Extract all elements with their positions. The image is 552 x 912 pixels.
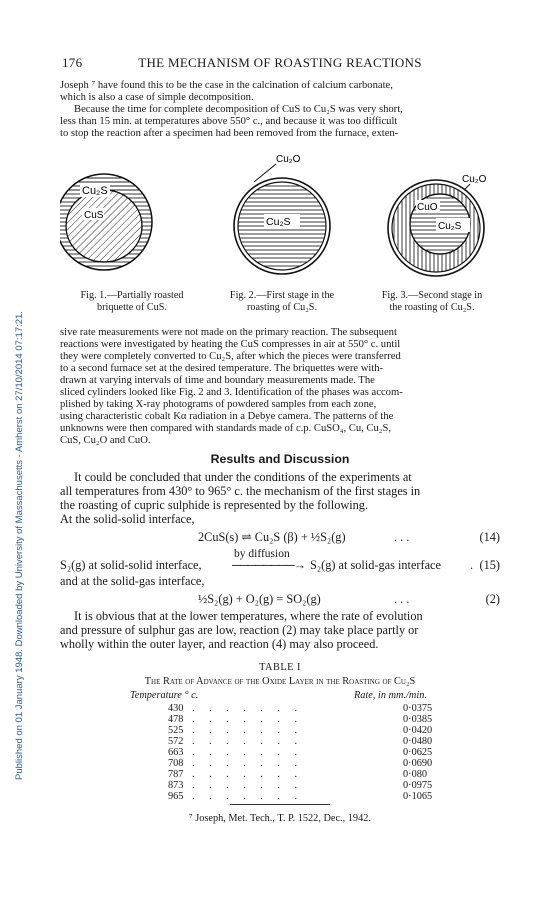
equation-14-number: (14) (479, 530, 500, 544)
text-line: Joseph ⁷ have found this to be the case in the calcination of calcium carbonate, (60, 80, 393, 91)
text-line: sive rate measurements were not made on the primary reaction. The subsequent (60, 327, 397, 338)
text-line: which is also a case of simple decomposition. (60, 92, 254, 103)
fig2-label: Cu₂S (266, 216, 291, 228)
caption-line: roasting of Cu₂S. (246, 301, 318, 313)
table-row: 430 ....... 0·0375 (168, 703, 433, 714)
footnote: ⁷ Joseph, Met. Tech., T. P. 1522, Dec., 1942. (189, 813, 371, 824)
cell-temp: 708 (168, 758, 184, 769)
table-row: 873 ....... 0·0975 (168, 780, 433, 791)
page-number: 176 (62, 55, 83, 70)
cell-rate: 0·0690 (403, 758, 433, 769)
caption-line: Fig. 3.—Second stage in (381, 290, 483, 301)
figure-2-caption (208, 290, 356, 313)
equation-15-right: S₂(g) at solid-gas interface (310, 558, 441, 572)
equation-15-dots: . (470, 558, 474, 572)
table-row: 965 ....... 0·1065 (168, 791, 433, 802)
table-row: 572 ....... 0·0480 (168, 736, 433, 747)
section-heading: Results and Discussion (210, 452, 350, 466)
equation-2-dots: . . . (394, 592, 410, 606)
table-row: 663 ....... 0·0625 (168, 747, 433, 758)
cell-temp: 572 (168, 736, 184, 747)
figures-row (60, 152, 500, 312)
cell-rate: 0·0975 (403, 780, 433, 791)
cell-temp: 873 (168, 780, 184, 791)
fig3-cu2o-label: Cu₂O (462, 174, 487, 185)
cell-temp: 787 (168, 769, 184, 780)
cell-rate: 0·0625 (403, 747, 433, 758)
top-cu2o-label: Cu₂O (276, 154, 301, 165)
paragraph-1 (60, 80, 500, 140)
cell-rate: 0·0420 (403, 725, 433, 736)
paragraph-3 (60, 470, 500, 526)
equation-14 (60, 530, 500, 546)
fig1-outer-label: Cu₂S (82, 185, 108, 197)
download-notice (2, 90, 25, 790)
text-line: sliced cylinders looked like Fig. 2 and 3. Identification of the phases was accom- (60, 387, 403, 398)
cell-rate: 0·0385 (403, 714, 433, 725)
text-line: less than 15 min. at temperatures above 550° c., and because it was too difficult (60, 116, 398, 127)
equation-2-text: ½S₂(g) + O₂(g) = SO₂(g) (198, 592, 321, 606)
cell-rate: 0·1065 (403, 791, 433, 802)
cell-temp: 430 (168, 703, 184, 714)
cell-rate: 0·0375 (403, 703, 433, 714)
equation-14-dots: . . . (394, 530, 410, 544)
text-line: drawn at varying intervals of time and boundary measurements made. The (60, 375, 375, 386)
figure-3-caption (360, 290, 504, 313)
running-title: THE MECHANISM OF ROASTING REACTIONS (138, 55, 422, 70)
figure-1-caption (58, 290, 206, 313)
fig1-inner-label: CuS (84, 210, 104, 221)
equation-15-arrow: ────────→ (232, 558, 305, 572)
table-row: 525 ....... 0·0420 (168, 725, 433, 736)
equation-15-left: S₂(g) at solid-solid interface, (60, 558, 202, 572)
running-header (60, 55, 500, 71)
text-line: to stop the reaction after a specimen had been removed from the furnace, exten- (60, 128, 399, 139)
table-row: 478 ....... 0·0385 (168, 714, 433, 725)
paragraph-5 (60, 609, 500, 651)
figure-1 (60, 174, 152, 270)
caption-line: Fig. 1.—Partially roasted (80, 290, 184, 301)
text-line: CuS, Cu₂O and CuO. (60, 435, 151, 446)
cell-temp: 663 (168, 747, 184, 758)
caption-line: Fig. 2.—First stage in the (229, 290, 335, 301)
table-caption: The Rate of Advance of the Oxide Layer in the Roasting of Cu₂S (144, 676, 416, 687)
text-line: At the solid-solid interface, (60, 512, 195, 526)
text-line: using characteristic cobalt Kα radiation in a Debye camera. The patterns of the (60, 411, 394, 422)
equation-15 (60, 550, 500, 574)
text-line: plished by taking X-ray photograms of powdered samples from each zone, (60, 399, 377, 410)
text-line: unknowns were then compared with standards made of c.p. CuSO₄, Cu, Cu₂S, (60, 423, 392, 434)
caption-line: briquette of CuS. (97, 301, 167, 313)
table-row: 708 ....... 0·0690 (168, 758, 433, 769)
figure-3 (388, 174, 487, 276)
equation-15-over: by diffusion (234, 548, 290, 560)
text-line: and pressure of sulphur gas are low, reaction (2) may take place partly or (60, 623, 419, 637)
figures-svg (60, 152, 500, 312)
text-line: Because the time for complete decomposition of CuS to Cu₂S was very short, (74, 104, 403, 115)
text-line: and at the solid-gas interface, (60, 574, 205, 588)
fig3-cuo-label: CuO (417, 202, 438, 213)
fig3-cu2s-label: Cu₂S (438, 221, 462, 232)
text-line: to a second furnace set at the desired temperature. The briquettes were with- (60, 363, 384, 374)
paragraph-2 (60, 327, 500, 447)
equation-14-text: 2CuS(s) ⇌ Cu₂S (β) + ½S₂(g) (198, 530, 346, 544)
caption-line: the roasting of Cu₂S. (389, 301, 475, 313)
text-line: all temperatures from 430° to 965° c. the mechanism of the first stages in (60, 484, 421, 498)
text-line: they were completely converted to Cu₂S, after which the pieces were transferred (60, 351, 401, 362)
cell-temp: 965 (168, 791, 184, 802)
cell-temp: 525 (168, 725, 184, 736)
equation-2 (60, 592, 500, 608)
text-line: It is obvious that at the lower temperatures, where the rate of evolution (74, 609, 423, 623)
figure-2 (234, 178, 330, 274)
paragraph-4 (60, 574, 500, 588)
equation-15-number: (15) (479, 558, 500, 572)
table-label: TABLE I (259, 662, 301, 673)
text-line: the roasting of cupric sulphide is represented by the following. (60, 498, 369, 512)
table-col-rate: Rate, in mm./min. (354, 690, 427, 701)
download-notice-text: Published on 01 January 1948. Downloaded by University of Massachusetts - Amherst on 27/10/2014 07:17:21. (14, 311, 25, 780)
text-line: It could be concluded that under the conditions of the experiments at (74, 470, 412, 484)
table-rule (230, 804, 330, 805)
cell-rate: 0·080 (403, 769, 428, 780)
text-line: reactions were investigated by heating the CuS compresses in air at 550° c. until (60, 339, 401, 350)
cell-rate: 0·0480 (403, 736, 433, 747)
text-line: wholly within the outer layer, and reaction (4) may also proceed. (60, 637, 379, 651)
cell-temp: 478 (168, 714, 184, 725)
table-col-temperature: Temperature ° c. (130, 690, 199, 701)
table-row: 787 ....... 0·080 (168, 769, 428, 780)
equation-2-number: (2) (485, 592, 500, 606)
